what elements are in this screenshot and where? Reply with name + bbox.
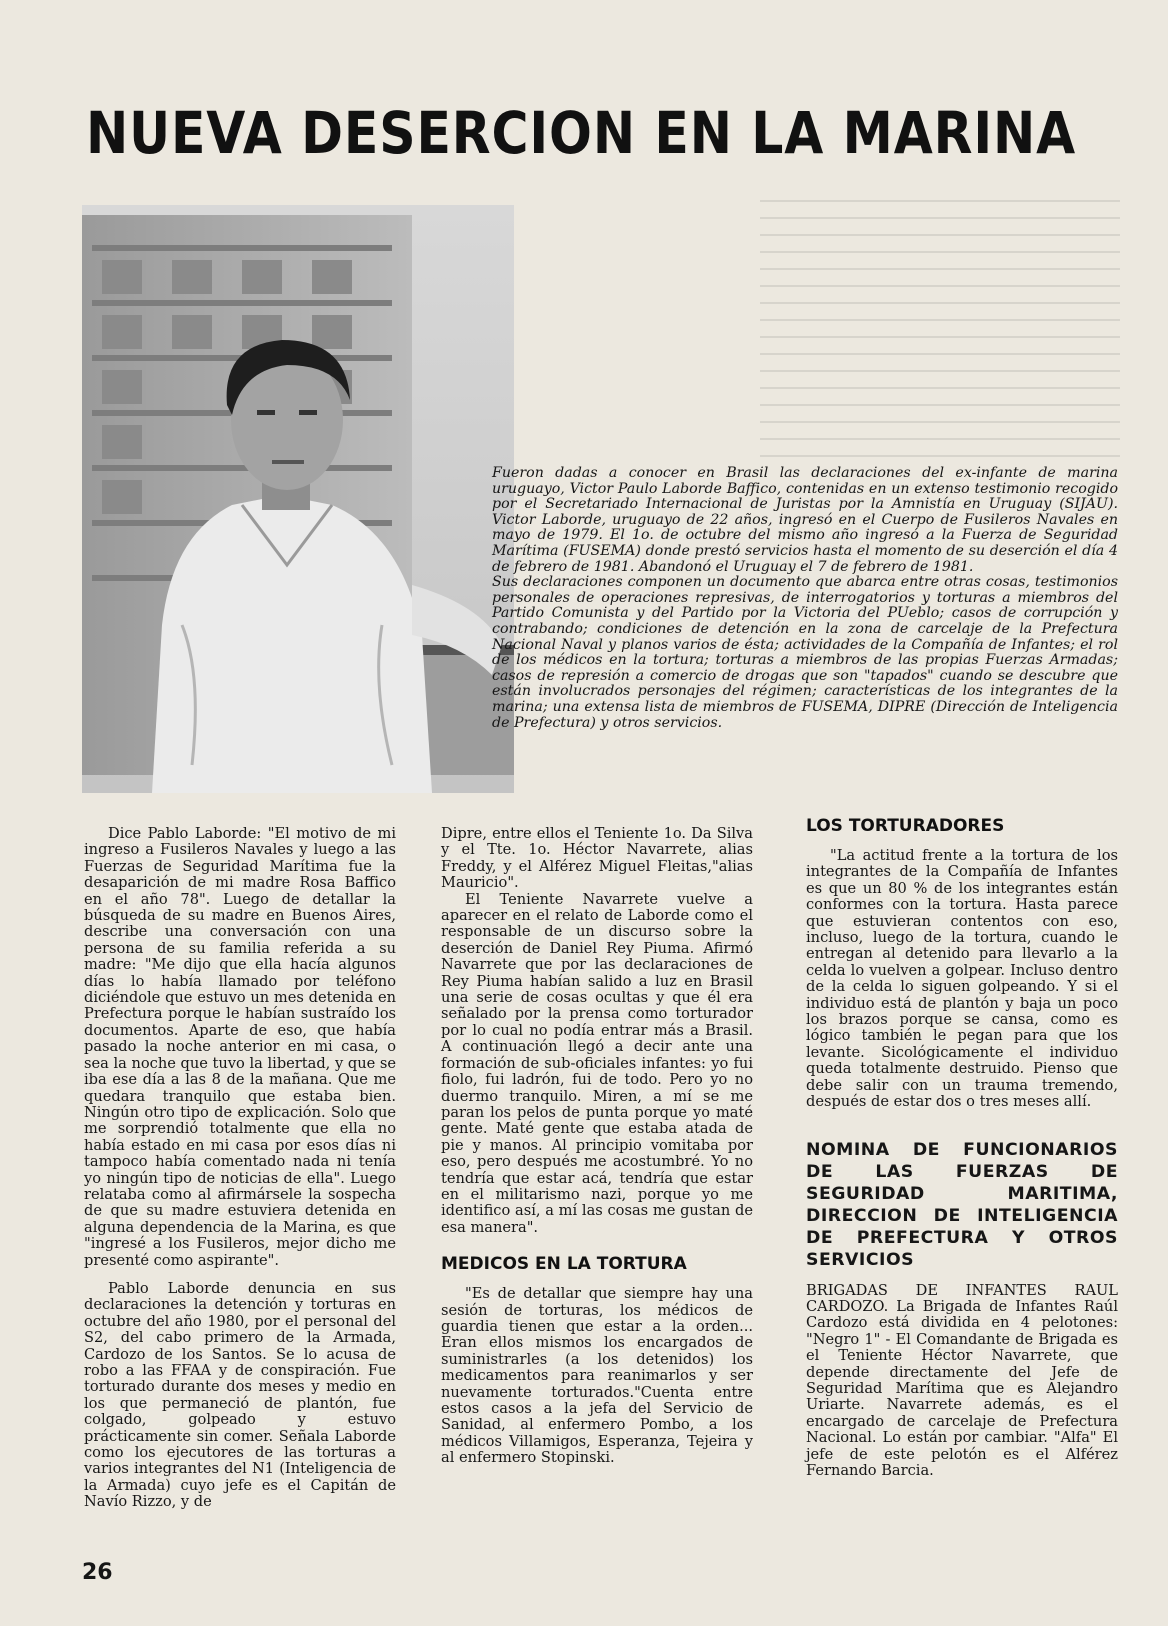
article-column-2	[441, 826, 753, 1467]
page-number: 26	[82, 1560, 113, 1585]
portrait-photo	[82, 205, 514, 793]
nomina-text: BRIGADAS DE INFANTES RAUL CARDOZO. La Brigada de Infantes Raúl Cardozo está dividida en 4 pelotones: "Negro 1" - El Comandante de Brigada es el Teniente Héctor Navarrete, que depende directamente del Jefe de Seguridad Marítima que es Alejandro Uriarte. Navarrete además, es el encargado de carcelaje de Prefectura Nacional. Lo están por cambiar. "Alfa" El jefe de este pelotón es el Alférez Fernando Barcia.	[806, 1281, 1118, 1479]
intro-text-2: Sus declaraciones componen un documento que abarca entre otras cosas, testimonios personales de operaciones represivas, de interrogatorios y torturas a miembros del Partido Comunista y del Partido por la Victoria del PUeblo; casos de corrupción y contrabando; condiciones de detención en la zona de carcelaje de la Prefectura Nacional Naval y planos varios de ésta; actividades de la Compañía de Infantes; el rol de los médicos en la tortura; torturas a miembros de las propias Fuerzas Armadas; casos de represión a comercio de drogas que son "tapados" cuando se descubre que están involucrados personajes del régimen; características de los integrantes de la marina; una extensa lista de miembros de FUSEMA, DIPRE (Dirección de Inteligencia de Prefectura) y otros servicios.	[492, 574, 1118, 731]
portrait-illustration	[82, 205, 514, 793]
medicos-heading: MEDICOS EN LA TORTURA	[441, 1254, 687, 1275]
column2-paragraph-2: El Teniente Navarrete vuelve a aparecer en el relato de Laborde como el responsable de un discurso sobre la deserción de Daniel Rey Piuma. Afirmó Navarrete que por las declaraciones de Rey Piuma habían salido a luz en Brasil una serie de cosas ocultas y que él era señalado por la prensa como torturador por lo cual no podía entrar más a Brasil. A continuación llegó a decir ante una formación de sub-oficiales infantes: yo fui fiolo, fui ladrón, fui de todo. Pero yo no duermo tranquilo. Miren, a mí se me paran los pelos de punta porque yo maté gente. Maté gente que estaba atada de pie y manos. Al principio vomitaba por eso, pero después me acostumbré. Yo no tendría que estar acá, tendría que estar en el militarismo nazi, porque yo me identifico así, a mí las cosas me gustan de esa manera".	[441, 890, 753, 1236]
intro-text-1: Fueron dadas a conocer en Brasil las declaraciones del ex-infante de marina uruguayo, Victor Paulo Laborde Baffico, contenidas en un extenso testimonio recogido por el Secretariado Internacional de Juristas por la Amnistía en Uruguay (SIJAU). Victor Laborde, uruguayo de 22 años, ingresó en el Cuerpo de Fusileros Navales en mayo de 1979. El 1o. de octubre del mismo año ingresó a la Fuerza de Seguridad Marítima (FUSEMA) donde prestó servicios hasta el momento de su deserción el día 4 de febrero de 1981. Abandonó el Uruguay el 7 de febrero de 1981.	[492, 465, 1118, 575]
column2-paragraph-1: Dipre, entre ellos el Teniente 1o. Da Silva y el Tte. 1o. Héctor Navarrete, alias Freddy, y el Alférez Miguel Fleitas,"alias Mauricio".	[441, 825, 753, 892]
article-column-1	[84, 826, 396, 1511]
reverse-text-bleed	[760, 200, 1120, 460]
column1-paragraph-1: Dice Pablo Laborde: "El motivo de mi ingreso a Fusileros Navales y luego a las Fuerzas de Seguridad Marítima fue la desaparición de mi madre Rosa Baffico en el año 78". Luego de detallar la búsqueda de su madre en Buenos Aires, describe una conversación con una persona de su familia referida a su madre: "Me dijo que ella hacía algunos días lo había llamado por teléfono diciéndole que estuvo un mes detenida en Prefectura porque le habían sustraído los documentos. Aparte de eso, que había pasado la noche anterior en mi casa, o sea la noche que tuvo la libertad, y que se iba ese día a las 8 de la mañana. Que me quedara tranquilo que estaba bien. Ningún otro tipo de explicación. Solo que me sorprendió totalmente que ella no había estado en mi casa por esos días ni tampoco había comentado nada ni tenía yo ningún tipo de noticias de ella". Luego relataba como al afirmársele la sospecha de que su madre estuviera detenida en alguna dependencia de la Marina, es que "ingresé a los Fusileros, mejor dicho me presenté como aspirante".	[84, 825, 396, 1269]
nomina-heading: NOMINA DE FUNCIONARIOS DE LAS FUERZAS DE SEGURIDAD MARITIMA, DIRECCION DE INTELIGENCIA DE PREFECTURA Y OTROS SERVICIOS	[806, 1139, 1118, 1270]
medicos-text: "Es de detallar que siempre hay una sesión de torturas, los médicos de guardia tienen que estar a la orden... Eran ellos mismos los encargados de suministrarles (a los detenidos) los medicamentos para reanimarlos y ser nuevamente torturados."Cuenta entre estos casos a la jefa del Servicio de Sanidad, al enfermero Pombo, a los médicos Villamigos, Esperanza, Tejeira y al enfermero Stopinski.	[441, 1285, 753, 1467]
column1-paragraph-2: Pablo Laborde denuncia en sus declaraciones la detención y torturas en octubre del año 1980, por el personal del S2, del cabo primero de la Armada, Cardozo de los Santos. Se lo acusa de robo a las FFAA y de conspiración. Fue torturado durante dos meses y medio en los que permaneció de plantón, fue colgado, golpeado y estuvo prácticamente sin comer. Señala Laborde como los ejecutores de las torturas a varios integrantes del N1 (Inteligencia de la Armada) cuyo jefe es el Capitán de Navío Rizzo, y de	[84, 1279, 396, 1511]
article-column-3	[806, 816, 1118, 1479]
torturadores-heading: LOS TORTURADORES	[806, 816, 1005, 836]
intro-paragraph	[492, 466, 1118, 731]
torturadores-text: "La actitud frente a la tortura de los integrantes de la Compañía de Infantes es que un 80 % de los integrantes están conformes con la tortura. Hasta parece que estuvieran contentos con eso, incluso, luego de la tortura, cuando le entregan al detenido para llevarlo a la celda lo vuelven a golpear. Incluso dentro de la celda lo siguen golpeando. Y si el individuo está de plantón y baja un poco los brazos porque se cansa, como es lógico también le pegan para que los levante. Sicológicamente el individuo queda totalmente destruido. Pienso que debe salir con un trauma tremendo, después de estar dos o tres meses allí.	[806, 847, 1118, 1111]
page-headline: NUEVA DESERCION EN LA MARINA	[86, 99, 1077, 167]
